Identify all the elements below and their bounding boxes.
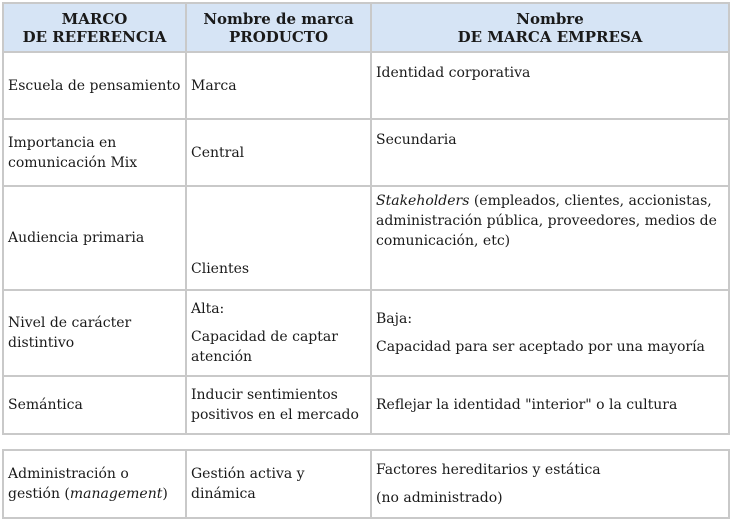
row-label: Escuela de pensamiento <box>3 52 186 119</box>
row-label <box>3 450 186 518</box>
stakeholders-detail: (empleados, clientes, accionistas, administración pública, proveedores, medios de comunicación, etc) <box>376 193 717 249</box>
admin-empresa-line1: Factores hereditarios y estática <box>376 462 601 478</box>
table-row <box>3 119 729 186</box>
cell-producto: Central <box>186 119 371 186</box>
cell-producto: Marca <box>186 52 371 119</box>
empresa-detail: Capacidad para ser aceptado por una mayoría <box>376 339 705 355</box>
header-marca-empresa <box>371 3 729 52</box>
table-row <box>3 376 729 434</box>
header-col2-line1: Nombre de marca <box>203 9 354 28</box>
cell-empresa <box>371 450 729 518</box>
cell-producto: Clientes <box>186 186 371 290</box>
cell-empresa <box>371 290 729 376</box>
row-label: Audiencia primaria <box>3 186 186 290</box>
header-col1-line2: DE REFERENCIA <box>22 27 167 46</box>
header-row <box>3 3 729 52</box>
row-label: Importancia en comunicación Mix <box>3 119 186 186</box>
producto-level: Alta: <box>191 301 225 317</box>
cell-empresa <box>371 186 729 290</box>
cell-producto: Gestión activa y dinámica <box>186 450 371 518</box>
table-row <box>3 52 729 119</box>
header-col3-line2: DE MARCA EMPRESA <box>457 27 643 46</box>
admin-label-em: management <box>69 486 163 502</box>
table-row <box>3 186 729 290</box>
cell-empresa: Identidad corporativa <box>371 52 729 119</box>
cell-producto: Inducir sentimientos positivos en el mercado <box>186 376 371 434</box>
cell-empresa: Secundaria <box>371 119 729 186</box>
admin-empresa-line2: (no administrado) <box>376 490 503 506</box>
row-label: Nivel de carácter distintivo <box>3 290 186 376</box>
producto-detail: Capacidad de captar atención <box>191 329 338 365</box>
header-col1-line1: MARCO <box>61 9 128 28</box>
cell-empresa: Reflejar la identidad "interior" o la cultura <box>371 376 729 434</box>
table-row <box>3 290 729 376</box>
header-col3-line1: Nombre <box>516 9 584 28</box>
admin-label-pre: Administración o gestión ( <box>8 466 129 502</box>
table-row <box>3 450 729 518</box>
empresa-level: Baja: <box>376 311 413 327</box>
admin-label-post: ) <box>162 486 168 502</box>
cell-producto <box>186 290 371 376</box>
header-marco-referencia <box>3 3 186 52</box>
comparison-table <box>2 2 730 435</box>
stakeholders-term: Stakeholders <box>376 193 470 209</box>
admin-table <box>2 449 730 519</box>
header-col2-line2: PRODUCTO <box>228 27 329 46</box>
row-label: Semántica <box>3 376 186 434</box>
header-marca-producto <box>186 3 371 52</box>
